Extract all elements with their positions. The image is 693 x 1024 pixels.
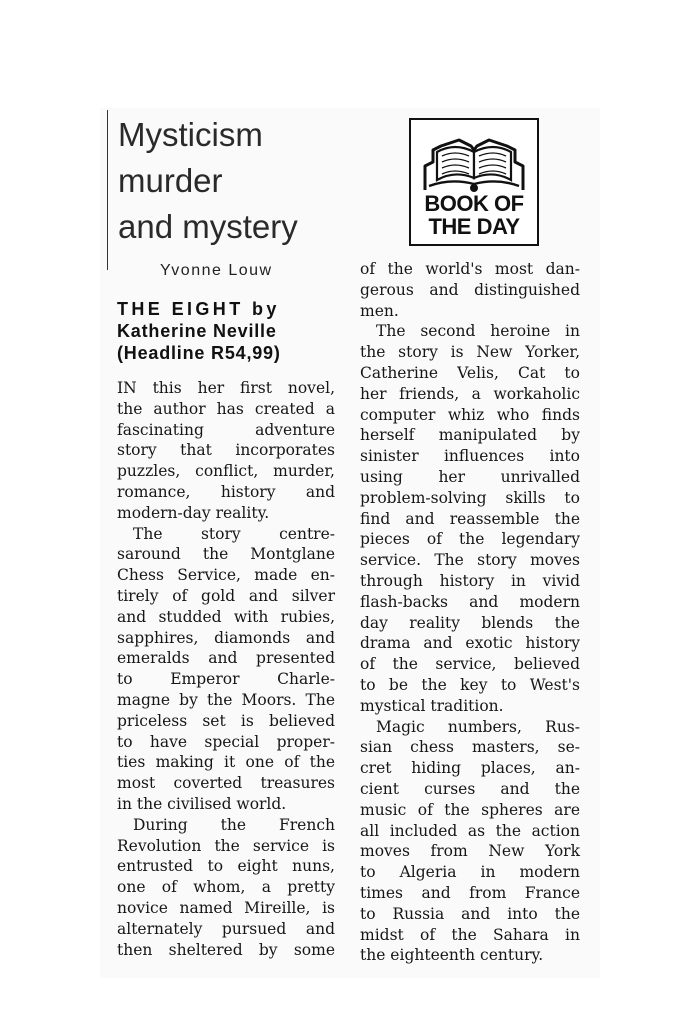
open-book-icon [419, 126, 529, 194]
body-text-line: Chess Service, made en- [117, 566, 335, 585]
body-text-line: fascinating adventure [117, 420, 335, 439]
body-column-left [117, 378, 335, 960]
body-text-line: saround the Montglane [117, 545, 335, 564]
body-text-line: music of the spheres are [360, 800, 580, 819]
body-text-line: her friends, a workaholic [360, 384, 580, 403]
body-text-line: The story centre- [133, 524, 335, 543]
body-text-line: ties making it one of the [117, 753, 335, 772]
byline: Yvonne Louw [160, 262, 273, 279]
body-text-line: magne by the Moors. The [117, 690, 335, 709]
body-text-line: men. [360, 301, 399, 320]
body-text-line: the story is New Yorker, [360, 343, 580, 362]
logo-text-line: THE DAY [428, 214, 520, 239]
headline [118, 112, 358, 250]
body-text-line: gerous and distinguished [360, 280, 580, 299]
body-text-line: day reality blends the [360, 613, 580, 632]
body-text-line: Magic numbers, Rus- [376, 717, 580, 736]
body-text-line: emeralds and presented [117, 649, 335, 668]
body-text-line: sian chess masters, se- [360, 738, 580, 757]
body-text-line: tirely of gold and silver [117, 586, 335, 605]
body-text-line: of the service, believed [360, 655, 580, 674]
body-text-line: puzzles, conflict, murder, [117, 462, 335, 481]
book-title-line: Katherine Neville [117, 321, 277, 341]
body-text-line: alternately pursued and [117, 919, 335, 938]
book-title [117, 298, 345, 364]
body-text-line: The second heroine in [376, 322, 580, 341]
body-text-line: herself manipulated by [360, 426, 580, 445]
body-text-line: using her unrivalled [360, 467, 580, 486]
body-text-line: through history in vivid [360, 571, 580, 590]
body-text-line: all included as the action [360, 821, 580, 840]
body-text-line: story that incorporates [117, 441, 335, 460]
book-of-the-day-logo [409, 118, 539, 246]
body-text-line: and studded with rubies, [117, 607, 335, 626]
body-text-line: novice named Mireille, is [117, 898, 335, 917]
body-text-line: sapphires, diamonds and [117, 628, 335, 647]
body-text-line: priceless set is believed [117, 711, 335, 730]
body-text-line: to Russia and into the [360, 904, 580, 923]
body-text-line: problem-solving skills to [360, 488, 580, 507]
book-title-line: THE EIGHT by [117, 299, 280, 319]
body-text-line: find and reassemble the [360, 509, 580, 528]
body-text-line: mystical tradition. [360, 696, 504, 715]
body-text-line: then sheltered by some [117, 940, 335, 959]
body-text-line: entrusted to eight nuns, [117, 857, 335, 876]
body-text-line: to Algeria in modern [360, 863, 580, 882]
body-text-line: of the world's most dan- [360, 260, 580, 278]
body-text-line: Catherine Velis, Cat to [360, 363, 580, 382]
body-text-line: to Emperor Charle- [117, 670, 335, 689]
body-text-line: romance, history and [117, 482, 335, 501]
book-title-line: (Headline R54,99) [117, 343, 281, 363]
body-text-line: the eighteenth century. [360, 946, 544, 965]
body-text-line: pieces of the legendary [360, 530, 580, 549]
body-text-line: Revolution the service is [117, 836, 335, 855]
body-text-line: sinister influences into [360, 447, 580, 466]
body-text-line: computer whiz who finds [360, 405, 580, 424]
body-text-line: one of whom, a pretty [117, 878, 335, 897]
body-text-line: During the French [133, 815, 335, 834]
body-text-line: flash-backs and modern [360, 592, 580, 611]
headline-line: and mystery [118, 208, 298, 245]
body-text-line: cient curses and the [360, 779, 580, 798]
body-text-line: cret hiding places, an- [360, 759, 580, 778]
body-text-line: the author has created a [117, 399, 335, 418]
body-text-line: service. The story moves [360, 551, 580, 570]
headline-line: Mysticism [118, 116, 263, 153]
body-text-line: midst of the Sahara in [360, 925, 580, 944]
body-text-line: times and from France [360, 883, 580, 902]
body-text-line: modern-day reality. [117, 503, 270, 522]
body-text-line: in the civilised world. [117, 794, 287, 813]
body-text-line: to be the key to West's [360, 675, 580, 694]
body-text-line: most coverted treasures [117, 774, 335, 793]
headline-line: murder [118, 162, 223, 199]
body-column-right [360, 259, 580, 966]
body-text-line: drama and exotic history [360, 634, 580, 653]
column-rule [107, 110, 108, 270]
body-text-line: IN this her first novel, [117, 379, 335, 397]
body-text-line: moves from New York [360, 842, 580, 861]
body-text-line: to have special proper- [117, 732, 335, 751]
logo-text-line: BOOK OF [424, 191, 524, 216]
